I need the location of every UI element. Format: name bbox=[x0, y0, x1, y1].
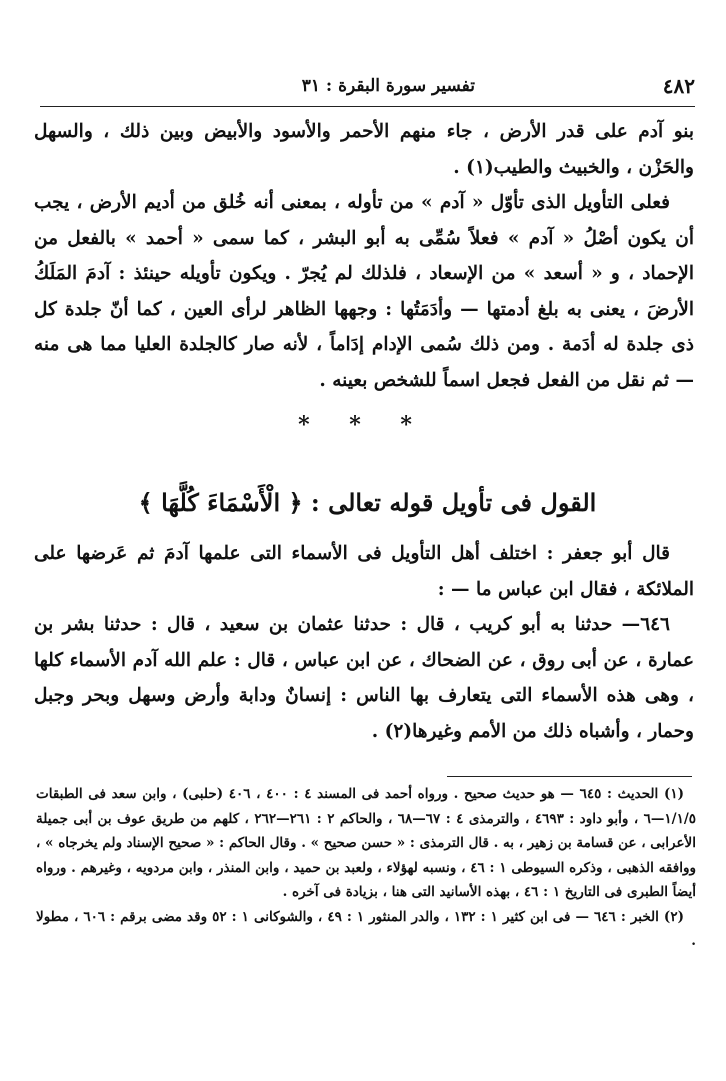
footnote-divider bbox=[447, 776, 692, 777]
footnotes bbox=[36, 782, 696, 954]
narration-section bbox=[34, 536, 694, 749]
page-header bbox=[40, 72, 695, 107]
running-title: تفسير سورة البقرة : ٣١ bbox=[301, 76, 475, 96]
footnote: (١) الحديث : ٦٤٥ — هو حديث صحيح . ورواه أحمد فى المسند ٤ : ٤٠٠ ، ٤٠٦ (حلبى) ، وابن سعد فى الطبقات ١/١/٥—٦ ، وأبو داود : ٤٦٩٣ ، والترمذى ٤ : ٦٧—٦٨ ، والحاكم ٢ : ٢٦١—٢٦٢ ، كلهم من طريق عوف بن أبى جميلة الأعرابى ، عن قسامة بن زهير ، به . قال الترمذى : « حسن صحيح » . وقال الحاكم : « صحيح الإسناد ولم يخرجاه » ، ووافقه الذهبى ، وذكره السيوطى ١ : ٤٦ ، ونسبه لهؤلاء ، ولعبد بن حميد ، وابن المنذر ، وابن مردويه ، وغيرهم . ورواه أيضاً الطبرى فى التاريخ ١ : ٤٦ ، بهذه الأسانيد التى هنا ، بزيادة فى آخره . bbox=[36, 786, 697, 900]
footnote: (٢) الخبر : ٦٤٦ — فى ابن كثير ١ : ١٣٢ ، والدر المنثور ١ : ٤٩ ، والشوكانى ١ : ٥٢ وقد مضى برقم : ٦٠٦ ، مطولا . bbox=[36, 908, 696, 949]
commentary-section bbox=[34, 114, 694, 398]
paragraph: بنو آدم على قدر الأرض ، جاء منهم الأحمر والأسود والأبيض وبين ذلك ، والسهل والحَزْن ، والخبيث والطيب(١) . bbox=[34, 121, 694, 178]
paragraph: فعلى التأويل الذى تأوّل « آدم » من تأوله ، بمعنى أنه خُلق من أديم الأرض ، يجب أن يكون أصْلُ « آدم » فعلاً سُمِّى به أبو البشر ، كما سمى « أحمد » بالفعل من الإحماد ، و « أسعد » من الإسعاد ، فلذلك لم يُجرّ . ويكون تأويله حينئذ : آدمَ المَلَكُ الأرضَ ، يعنى به بلغ أدمتها — وأدَمَتُها : وجهها الظاهر لرأى العين ، كما أنّ جلدة كل ذى جلدة له أدَمة . ومن ذلك سُمى الإدام إدَاماً ، لأنه صار كالجلدة العليا مما هى منه — ثم نقل من الفعل فجعل اسماً للشخص بعينه . bbox=[34, 192, 694, 391]
section-separator: * * * bbox=[298, 412, 428, 438]
paragraph: قال أبو جعفر : اختلف أهل التأويل فى الأسماء التى علمها آدمَ ثم عَرضها على الملائكة ، فقال ابن عباس ما — : bbox=[34, 543, 694, 600]
hadith-paragraph: ٦٤٦— حدثنا به أبو كريب ، قال : حدثنا عثمان بن سعيد ، قال : حدثنا بشر بن عمارة ، عن أبى روق ، عن الضحاك ، عن ابن عباس ، قال : علم الله آدم الأسماء كلها ، وهى هذه الأسماء التى يتعارف بها الناس : إنسانٌ ودابة وأرض وسهل وبحر وجبل وحمار ، وأشباه ذلك من الأمم وغيرها(٢) . bbox=[34, 614, 694, 742]
page-number: ٤٨٢ bbox=[662, 74, 695, 98]
section-heading: القول فى تأويل قوله تعالى : ﴿ الْأَسْمَاءَ كُلَّهَا ﴾ bbox=[138, 488, 597, 517]
